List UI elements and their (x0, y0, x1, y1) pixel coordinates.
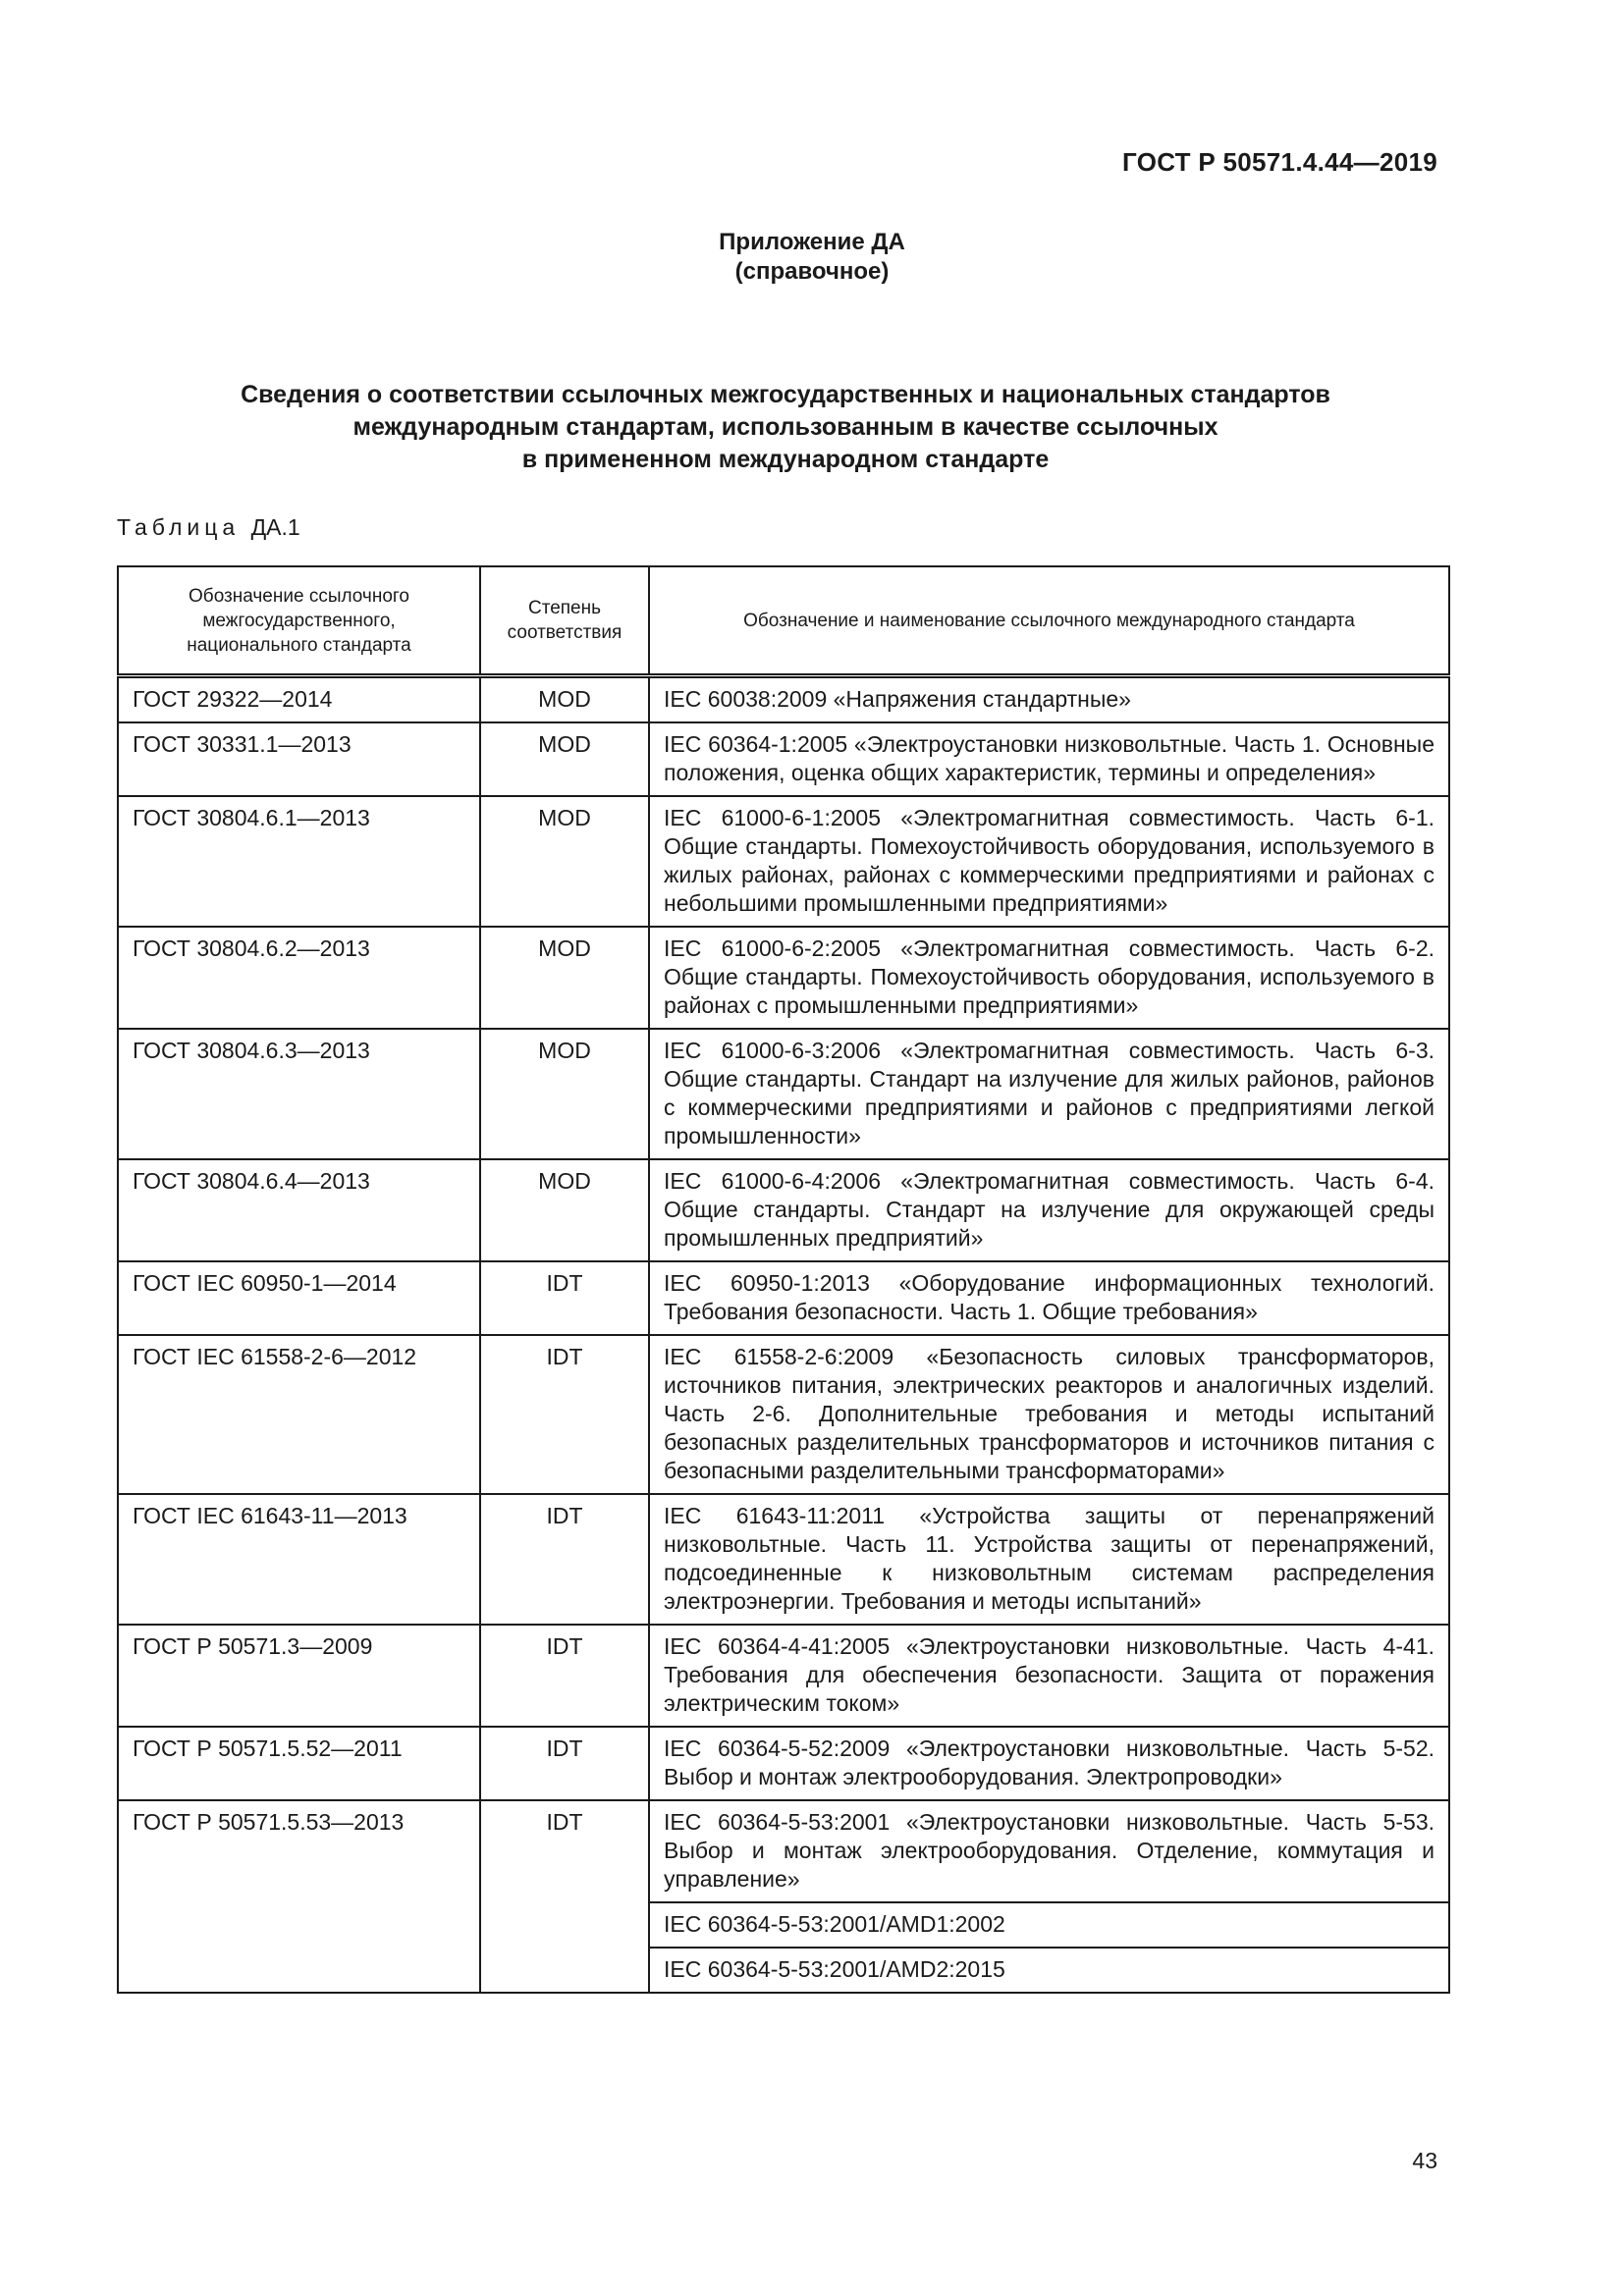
appendix-heading (0, 228, 1624, 287)
iec-cell: IEC 60038:2009 «Напряжения стандартные» (649, 676, 1449, 723)
iec-cell: IEC 60950-1:2013 «Оборудование информационных технологий. Требования безопасности. Часть 1. Общие требования» (649, 1261, 1449, 1335)
column-header-degree (480, 566, 649, 676)
table-row (118, 1159, 1449, 1261)
iec-cell: IEC 61000-6-2:2005 «Электромагнитная совместимость. Часть 6-2. Общие стандарты. Помехоустойчивость оборудования, используемого в районах с промышленными предприятиями» (649, 927, 1449, 1029)
gost-cell: ГОСТ Р 50571.5.52—2011 (118, 1727, 480, 1800)
page-number: 43 (1412, 2148, 1437, 2173)
iec-cell: IEC 61000-6-4:2006 «Электромагнитная совместимость. Часть 6-4. Общие стандарты. Стандарт на излучение для окружающей среды промышленных предприятий» (649, 1159, 1449, 1261)
gost-cell: ГОСТ IEC 61558-2-6—2012 (118, 1335, 480, 1494)
table-header-row (118, 566, 1449, 676)
degree-cell: MOD (480, 1029, 649, 1159)
iec-cell: IEC 61643-11:2011 «Устройства защиты от перенапряжений низковольтные. Часть 11. Устройства защиты от перенапряжений, подсоединенные к низковольтным системам распределения электроэнергии. Требования и методы испытаний» (649, 1494, 1449, 1625)
iec-cell: IEC 60364-5-53:2001 «Электроустановки низковольтные. Часть 5-53. Выбор и монтаж электрооборудования. Отделение, коммутация и управление» (649, 1800, 1449, 1902)
section-heading (118, 379, 1453, 476)
iec-amendment-cell: IEC 60364-5-53:2001/AMD1:2002 (649, 1902, 1449, 1948)
table-row (118, 927, 1449, 1029)
gost-cell: ГОСТ 30331.1—2013 (118, 722, 480, 796)
section-heading-line-3: в примененном международном стандарте (521, 446, 1050, 473)
iec-amendment-cell: IEC 60364-5-53:2001/AMD2:2015 (649, 1948, 1449, 1993)
column-header-degree-line-2: соответствия (507, 622, 623, 643)
table-row (118, 1261, 1449, 1335)
iec-cell: IEC 60364-5-52:2009 «Электроустановки низковольтные. Часть 5-52. Выбор и монтаж электрооборудования. Электропроводки» (649, 1727, 1449, 1800)
degree-cell: IDT (480, 1727, 649, 1800)
column-header-gost (118, 566, 480, 676)
gost-cell: ГОСТ 30804.6.4—2013 (118, 1159, 480, 1261)
table-row (118, 1335, 1449, 1494)
section-heading-line-1: Сведения о соответствии ссылочных межгосударственных и национальных стандартов (241, 381, 1330, 408)
gost-cell: ГОСТ 30804.6.2—2013 (118, 927, 480, 1029)
iec-cell: IEC 61000-6-1:2005 «Электромагнитная совместимость. Часть 6-1. Общие стандарты. Помехоустойчивость оборудования, используемого в жилых районах, районах с коммерческими предприятиями и районах с небольшими промышленными предприятиями» (649, 796, 1449, 927)
section-heading-line-2: международным стандартам, использованным в качестве ссылочных (352, 413, 1218, 441)
degree-cell: IDT (480, 1335, 649, 1494)
gost-cell: ГОСТ 29322—2014 (118, 676, 480, 723)
iec-cell: IEC 60364-4-41:2005 «Электроустановки низковольтные. Часть 4-41. Требования для обеспечения безопасности. Защита от поражения электрическим током» (649, 1625, 1449, 1727)
table-row (118, 1625, 1449, 1727)
table-header (118, 566, 1449, 676)
document-code: ГОСТ Р 50571.4.44—2019 (1122, 147, 1437, 177)
table-caption (117, 514, 300, 541)
column-header-iec: Обозначение и наименование ссылочного международного стандарта (649, 566, 1449, 676)
gost-cell: ГОСТ 30804.6.3—2013 (118, 1029, 480, 1159)
table-body (118, 676, 1449, 1994)
table-row (118, 1494, 1449, 1625)
gost-cell: ГОСТ IEC 60950-1—2014 (118, 1261, 480, 1335)
iec-cell: IEC 61000-6-3:2006 «Электромагнитная совместимость. Часть 6-3. Общие стандарты. Стандарт на излучение для жилых районов, районов с коммерческими предприятиями и районов с предприятиями легкой промышленности» (649, 1029, 1449, 1159)
column-header-gost-line-1: Обозначение ссылочного (189, 585, 409, 607)
column-header-gost-line-2: межгосударственного, (202, 610, 396, 631)
degree-cell: IDT (480, 1800, 649, 1993)
column-header-gost-line-3: национального стандарта (187, 634, 411, 656)
degree-cell: MOD (480, 676, 649, 723)
table-caption-word: Таблица (117, 514, 241, 540)
gost-cell: ГОСТ IEC 61643-11—2013 (118, 1494, 480, 1625)
table-row (118, 1029, 1449, 1159)
appendix-subtitle: (справочное) (734, 258, 890, 285)
degree-cell: IDT (480, 1625, 649, 1727)
degree-cell: MOD (480, 1159, 649, 1261)
gost-cell: ГОСТ Р 50571.3—2009 (118, 1625, 480, 1727)
gost-cell: ГОСТ Р 50571.5.53—2013 (118, 1800, 480, 1993)
degree-cell: IDT (480, 1261, 649, 1335)
degree-cell: MOD (480, 927, 649, 1029)
table-row (118, 796, 1449, 927)
gost-cell: ГОСТ 30804.6.1—2013 (118, 796, 480, 927)
table-row (118, 722, 1449, 796)
reference-standards-table (117, 565, 1450, 1994)
table-caption-number: ДА.1 (250, 514, 300, 540)
degree-cell: MOD (480, 722, 649, 796)
degree-cell: MOD (480, 796, 649, 927)
appendix-title: Приложение ДА (719, 229, 905, 255)
table-row (118, 1727, 1449, 1800)
iec-cell: IEC 60364-1:2005 «Электроустановки низковольтные. Часть 1. Основные положения, оценка общих характеристик, термины и определения» (649, 722, 1449, 796)
table-row (118, 676, 1449, 723)
table-row (118, 1800, 1449, 1902)
degree-cell: IDT (480, 1494, 649, 1625)
iec-cell: IEC 61558-2-6:2009 «Безопасность силовых трансформаторов, источников питания, электрических реакторов и аналогичных изделий. Часть 2-6. Дополнительные требования и методы испытаний безопасных разделительных трансформаторов и источников питания с безопасными разделительными трансформаторами» (649, 1335, 1449, 1494)
column-header-degree-line-1: Степень (527, 598, 602, 618)
